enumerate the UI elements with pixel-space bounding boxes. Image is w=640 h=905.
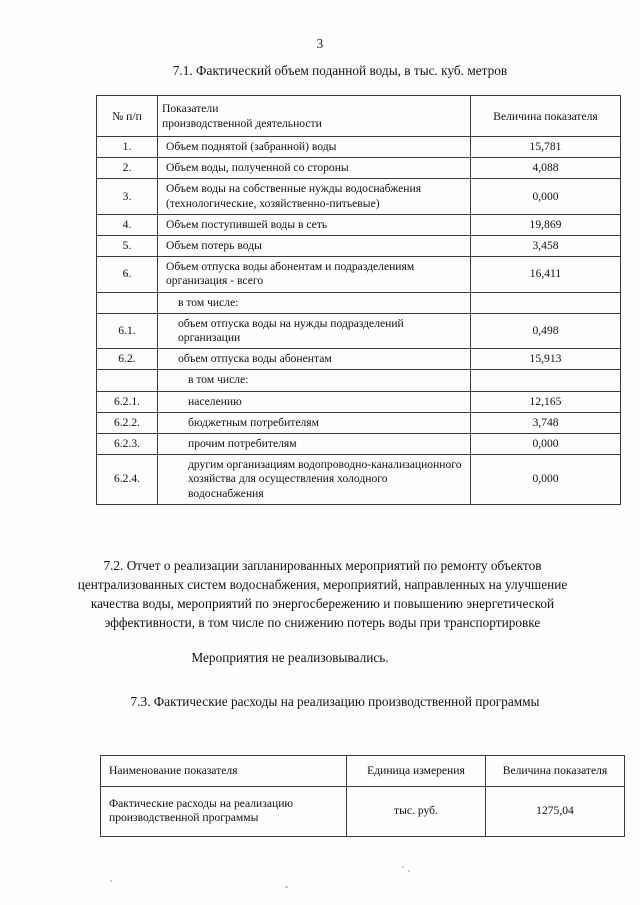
row-indicator-cell: объем отпуска воды на нужды подразделений организации — [158, 313, 471, 348]
row-number-cell: 6.2. — [97, 349, 158, 370]
table-row — [97, 370, 621, 391]
row-indicator-cell: Объем поступившей воды в сеть — [158, 214, 471, 235]
row-indicator-cell: Объем поднятой (забранной) воды — [158, 137, 471, 158]
scan-speckle — [408, 870, 410, 872]
scan-speckle — [285, 886, 288, 888]
row-value-cell: 0,000 — [471, 434, 621, 455]
row-value-cell: 0,000 — [471, 179, 621, 214]
row-number-cell — [97, 292, 158, 313]
header-cell-value: Величина показателя — [486, 756, 625, 787]
section-7-2-note: Мероприятия не реализовывались. — [191, 650, 389, 665]
row-indicator-cell: объем отпуска воды абонентам — [158, 349, 471, 370]
table-water-volume — [96, 95, 621, 505]
row-value-cell: 12,165 — [471, 391, 621, 412]
table-header-row — [101, 756, 625, 787]
scan-speckle — [110, 880, 112, 882]
page-number: 3 — [316, 36, 324, 51]
row-number-cell: 5. — [97, 236, 158, 257]
section-heading-7-3: 7.3. Фактические расходы на реализацию производственной программы — [130, 694, 540, 709]
row-value-cell — [471, 370, 621, 391]
row-number-cell — [97, 370, 158, 391]
row-indicator-cell: прочим потребителям — [158, 434, 471, 455]
row-indicator-cell: Объем отпуска воды абонентам и подразделениям организация - всего — [158, 257, 471, 292]
row-value-cell: 3,748 — [471, 412, 621, 433]
row-value-cell: 3,458 — [471, 236, 621, 257]
header-cell-unit: Единица измерения — [347, 756, 486, 787]
row-indicator-cell: в том числе: — [158, 370, 471, 391]
row-number-cell: 3. — [97, 179, 158, 214]
row-number-cell: 6. — [97, 257, 158, 292]
table-water-volume-body — [97, 137, 621, 505]
table-row — [97, 412, 621, 433]
table-row — [97, 179, 621, 214]
row-indicator-cell: Объем воды на собственные нужды водоснабжения (технологические, хозяйственно-питьевые) — [158, 179, 471, 214]
row-value-cell: 15,781 — [471, 137, 621, 158]
row-value-cell: 4,088 — [471, 158, 621, 179]
row-indicator-cell: в том числе: — [158, 292, 471, 313]
table-water-volume-header — [97, 96, 621, 137]
row-indicator-cell: населению — [158, 391, 471, 412]
table-row — [97, 137, 621, 158]
table-actual-costs — [100, 755, 625, 837]
row-value-cell: 0,498 — [471, 313, 621, 348]
table-row — [97, 434, 621, 455]
row-number-cell: 6.2.1. — [97, 391, 158, 412]
table-header-row — [97, 96, 621, 137]
table-row — [97, 158, 621, 179]
table-row — [97, 257, 621, 292]
row-indicator-cell: бюджетным потребителям — [158, 412, 471, 433]
table-row — [97, 214, 621, 235]
row-number-cell: 1. — [97, 137, 158, 158]
row-indicator-cell: другим организациям водопроводно-канализационного хозяйства для осуществления холодного водоснабжения — [158, 455, 471, 505]
table-row — [101, 787, 625, 836]
header-indicator-line-2: производственной деятельности — [162, 117, 322, 130]
row-value-cell: 0,000 — [471, 455, 621, 505]
row-number-cell: 6.1. — [97, 313, 158, 348]
table-row — [97, 455, 621, 505]
row-number-cell: 2. — [97, 158, 158, 179]
row-indicator-cell: Фактические расходы на реализацию производственной программы — [101, 787, 347, 836]
row-value-cell: 16,411 — [471, 257, 621, 292]
row-number-cell: 6.2.3. — [97, 434, 158, 455]
table-row — [97, 236, 621, 257]
row-number-cell: 4. — [97, 214, 158, 235]
table-row — [97, 349, 621, 370]
table-actual-costs-body — [101, 787, 625, 836]
row-value-cell: 19,869 — [471, 214, 621, 235]
section-heading-7-2: 7.2. Отчет о реализации запланированных мероприятий по ремонту объектов централизованных систем водоснабжения, мероприятий, направленных на улучшение качества воды, мероприятий по энергосбережению и повышению энергетической эффективности, в том числе по снижению потерь воды при транспортировке — [77, 558, 568, 630]
scan-speckle — [402, 866, 404, 868]
section-heading-7-1: 7.1. Фактический объем поданной воды, в тыс. куб. метров — [172, 63, 508, 78]
row-value-cell: 15,913 — [471, 349, 621, 370]
table-row — [97, 391, 621, 412]
row-indicator-cell: Объем потерь воды — [158, 236, 471, 257]
row-number-cell: 6.2.4. — [97, 455, 158, 505]
row-number-cell: 6.2.2. — [97, 412, 158, 433]
row-indicator-cell: Объем воды, полученной со стороны — [158, 158, 471, 179]
header-cell-number: № п/п — [97, 96, 158, 137]
row-unit-cell: тыс. руб. — [347, 787, 486, 836]
header-cell-indicator-name: Наименование показателя — [101, 756, 347, 787]
table-row — [97, 292, 621, 313]
row-value-cell: 1275,04 — [486, 787, 625, 836]
header-cell-value: Величина показателя — [471, 96, 621, 137]
table-row — [97, 313, 621, 348]
table-actual-costs-header — [101, 756, 625, 787]
header-cell-indicator — [158, 96, 471, 137]
header-indicator-line-1: Показатели — [162, 102, 219, 115]
row-value-cell — [471, 292, 621, 313]
